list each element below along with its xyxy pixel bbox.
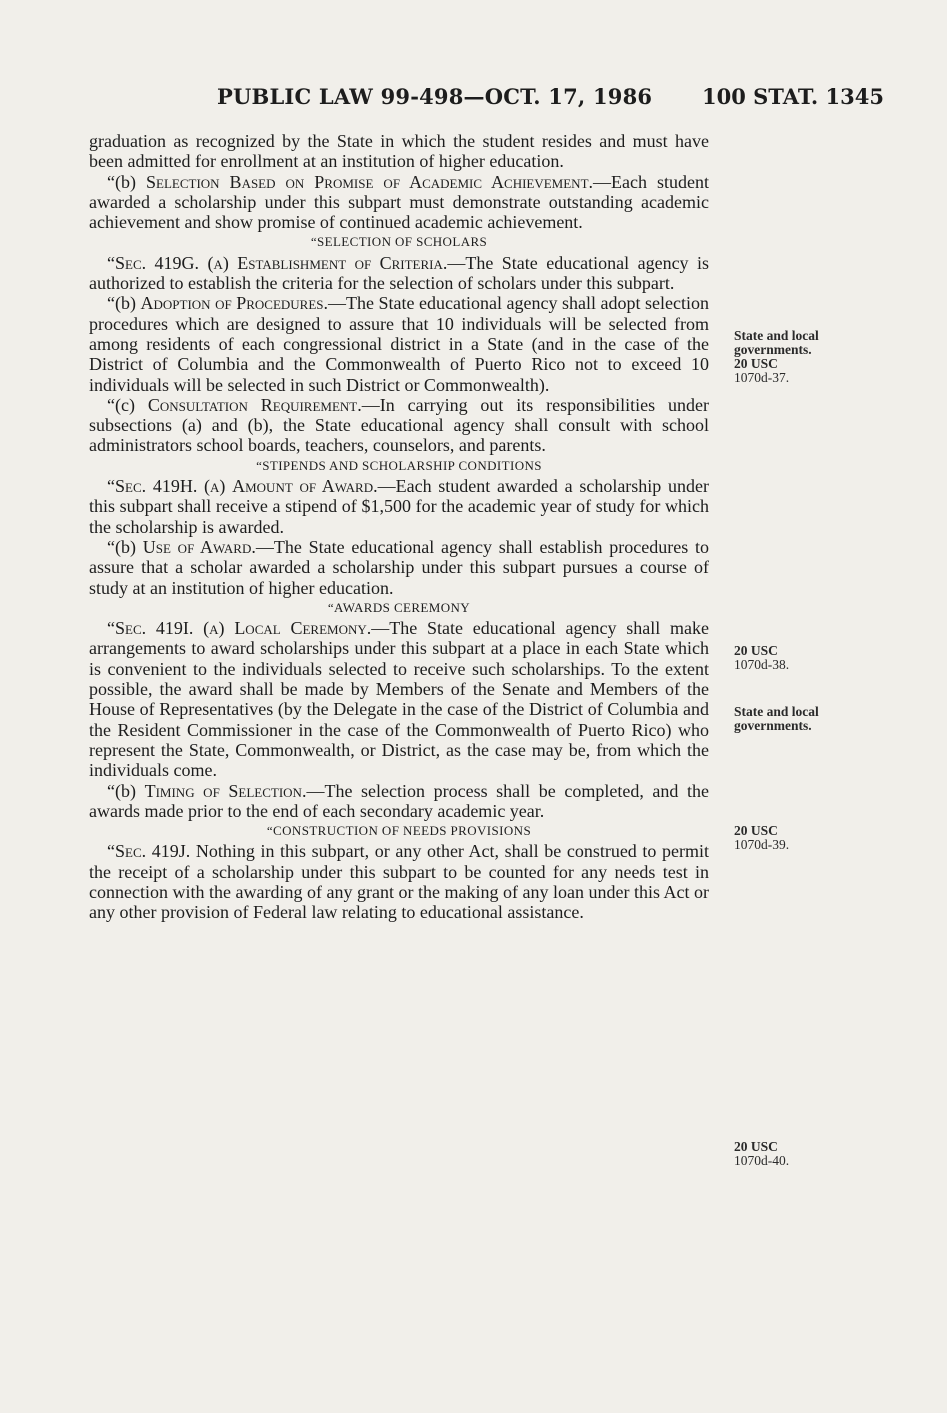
subsection-heading: Timing of Selection. [144, 780, 307, 801]
margin-note-419g: State and local governments. 20 USC 1070d-37. [734, 328, 819, 385]
paragraph-subsection: “(b) Selection Based on Promise of Academic Achievement.—Each student awarded a scholarship under this subpart must demonstrate outstanding academic achievement and show promise of continued academic achievement. [89, 171, 709, 233]
running-header-page: 100 STAT. 1345 [702, 84, 884, 109]
paragraph-subsection: “(b) Adoption of Procedures.—The State educational agency shall adopt selection procedures which are designed to assure that 10 individuals will be selected from among residents of each congressional district in a State (and in the case of the District of Columbia and the Commonwealth of Puerto Rico not to exceed 10 individuals will be selected in such District or Commonwealth). [89, 293, 710, 395]
subsection-heading: Establishment of Criteria. [237, 252, 448, 273]
paragraph-subsection: “(b) Use of Award.—The State educational agency shall establish procedures to assure that a scholar awarded a scholarship under this subpart pursues a course of study at an institution of higher education. [89, 536, 710, 598]
margin-note-419i: 20 USC 1070d-39. [734, 823, 790, 852]
section-heading: “SELECTION OF SCHOLARS [310, 234, 488, 250]
subsection-heading: Local Ceremony. [234, 618, 372, 639]
margin-note-419j: 20 USC 1070d-40. [734, 1139, 790, 1168]
section-heading: “CONSTRUCTION OF NEEDS PROVISIONS [266, 823, 532, 839]
section-heading: “AWARDS CEREMONY [327, 599, 471, 615]
subsection-heading: Amount of Award. [232, 476, 378, 497]
paragraph-section: “Sec. 419I. (a) Local Ceremony.—The State educational agency shall make arrangements to award scholarships under this subpart at a place in each State which is convenient to the individuals selected to receive such scholarships. To the extent possible, the award shall be made by Members of the Senate and Members of the House of Representatives (by the Delegate in the case of the District of Columbia and the Resident Commissioner in the case of the Commonwealth of Puerto Rico) who represent the State, Commonwealth, or District, as the case may be, from which the individuals come. [89, 618, 710, 781]
subsection-heading: Selection Based on Promise of Academic Achievement. [146, 171, 594, 192]
paragraph-section: “Sec. 419H. (a) Amount of Award.—Each student awarded a scholarship under this subpart shall receive a stipend of $1,500 for the academic year of study for which the scholarship is awarded. [89, 476, 709, 537]
paragraph-subsection: “(c) Consultation Requirement.—In carrying out its responsibilities under subsections (a) and (b), the State educational agency shall consult with school administrators school boards, teachers, counselors, and parents. [89, 394, 710, 456]
subsection-heading: Consultation Requirement. [147, 394, 362, 415]
paragraph-section: “Sec. 419J. Nothing in this subpart, or any other Act, shall be construed to permit the receipt of a scholarship under this subpart to be counted for any needs test in connection with the awarding of any grant or the making of any loan under this Act or any other provision of Federal law relating to educational assistance. [89, 841, 710, 923]
section-heading: “STIPENDS AND SCHOLARSHIP CONDITIONS [256, 457, 542, 473]
margin-note-419h-b: State and local governments. [734, 704, 819, 733]
paragraph-subsection: “(b) Timing of Selection.—The selection process shall be completed, and the awards made prior to the end of each secondary academic year. [89, 780, 709, 821]
paragraph-section: “Sec. 419G. (a) Establishment of Criteria.—The State educational agency is authorized to establish the criteria for the selection of scholars under this subpart. [89, 252, 709, 294]
margin-note-419h: 20 USC 1070d-38. [734, 643, 790, 672]
paragraph-continuation: graduation as recognized by the State in which the student resides and must have been admitted for enrollment at an institution of higher education. [89, 131, 709, 172]
running-header-title: PUBLIC LAW 99-498—OCT. 17, 1986 [217, 84, 653, 109]
body-text [89, 131, 709, 923]
subsection-heading: Adoption of Procedures. [140, 293, 329, 314]
subsection-heading: Use of Award. [142, 536, 256, 557]
